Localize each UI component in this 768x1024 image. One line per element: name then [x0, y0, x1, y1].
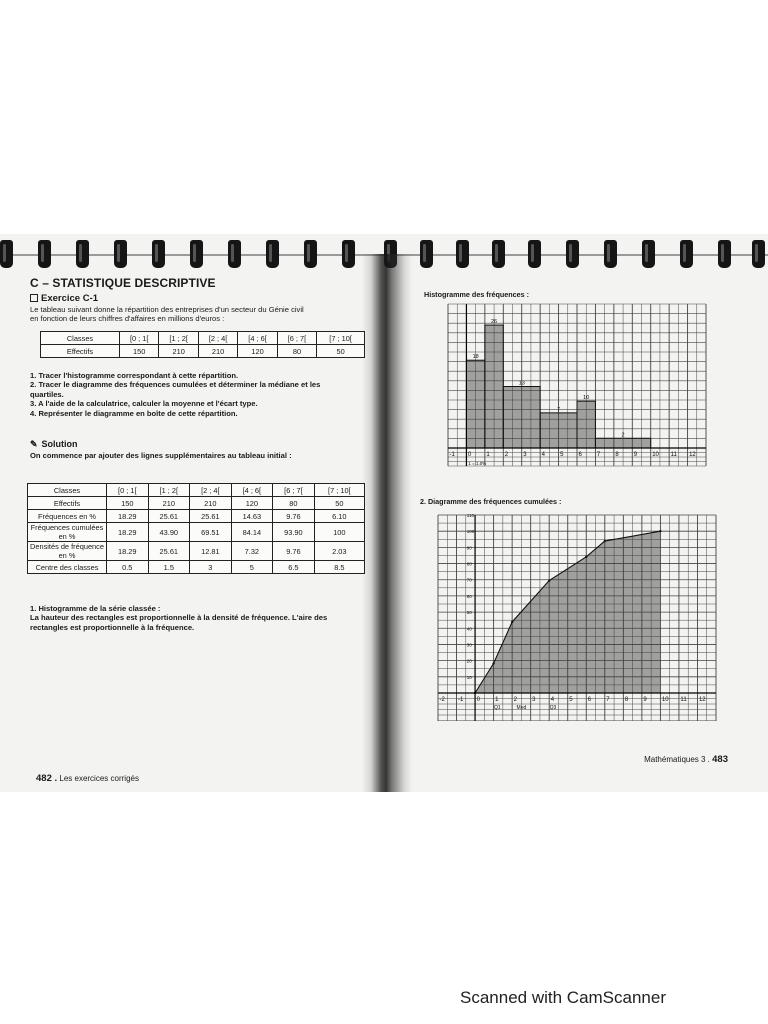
table-row	[41, 332, 365, 345]
bar-data-label: 18	[472, 354, 479, 361]
x-tick-label: 4	[541, 452, 545, 458]
footer-text: Mathématiques 3 .	[644, 755, 710, 764]
table-cell: 80	[277, 345, 316, 358]
cumulative-frequency-chart	[434, 511, 720, 727]
x-tick-label: 9	[633, 452, 638, 458]
question-item: 3. A l'aide de la calculatrice, calculer la moyenne et l'écart type.	[30, 399, 258, 409]
x-tick-label: -1	[458, 697, 464, 703]
x-tick-label: 3	[532, 697, 536, 703]
cumulative-point	[548, 579, 550, 581]
row-header-cell: Densités de fréquence en %	[28, 542, 107, 561]
table-cell: 84.14	[231, 523, 273, 542]
table-cell: 5	[231, 561, 273, 574]
right-page	[416, 284, 756, 792]
row-header-cell: Effectifs	[28, 497, 107, 510]
table-cell: [6 ; 7[	[277, 332, 316, 345]
y-tick-label: 50	[466, 610, 472, 616]
row-header-cell: Classes	[41, 332, 120, 345]
question-item: 1. Tracer l'histogramme correspondant à cette répartition.	[30, 371, 239, 380]
quartile-label: Med	[516, 705, 527, 711]
intro-line: en fonction de leurs chiffres d'affaires en millions d'euros :	[30, 314, 225, 324]
binding-ring	[190, 240, 203, 268]
histogram-bar	[485, 325, 503, 448]
x-tick-label: 7	[606, 697, 610, 703]
binding-ring	[342, 240, 355, 268]
table-cell: [1 ; 2[	[148, 484, 190, 497]
row-header-cell: Classes	[28, 484, 107, 497]
page-gutter-shadow	[362, 254, 412, 792]
bar-data-label: 10	[583, 395, 590, 402]
y-tick-label: 110	[466, 513, 474, 518]
left-footer	[36, 773, 139, 784]
y-tick-label: 60	[466, 593, 472, 599]
cumulative-point	[604, 540, 606, 542]
solution-heading	[30, 439, 78, 450]
table-cell: [0 ; 1[	[107, 484, 149, 497]
x-tick-label: 0	[467, 452, 472, 458]
x-tick-label: 10	[652, 452, 659, 458]
x-tick-label: 12	[689, 452, 696, 458]
table-cell: 50	[317, 345, 365, 358]
table-cell: 100	[314, 523, 364, 542]
answer-line: La hauteur des rectangles est proportionnelle à la densité de fréquence. L'aire des	[30, 613, 328, 623]
x-tick-label: 9	[643, 697, 647, 703]
footer-text: Les exercices corrigés	[59, 774, 139, 783]
exercise-intro	[30, 305, 304, 324]
histogram-bar	[540, 413, 577, 448]
x-tick-label: 6	[587, 697, 592, 703]
histogram-bar	[503, 387, 540, 448]
x-tick-label: -2	[439, 697, 445, 703]
checkbox-square-icon	[30, 294, 38, 302]
binding-ring	[718, 240, 731, 268]
histogram-bar	[466, 360, 484, 448]
histogram-caption: Histogramme des fréquences :	[424, 290, 530, 299]
table-cell: 43.90	[148, 523, 190, 542]
table-cell: [0 ; 1[	[120, 332, 159, 345]
binding-ring	[642, 240, 655, 268]
quartile-label: Q1	[493, 705, 501, 711]
scale-note: 1 = 1.0%	[468, 461, 487, 466]
x-tick-label: 0	[476, 697, 480, 703]
data-table-initial	[40, 331, 365, 358]
table-cell: 14.63	[231, 510, 273, 523]
binding-ring	[38, 240, 51, 268]
binding-ring	[76, 240, 89, 268]
table-row	[28, 561, 365, 574]
table-cell: 9.76	[273, 542, 315, 561]
bar-data-label: 26	[491, 319, 498, 326]
page-number: 482 .	[36, 773, 58, 784]
bar-data-label: 13	[518, 380, 525, 387]
table-cell: 210	[198, 345, 237, 358]
table-cell: [7 ; 10[	[314, 484, 364, 497]
left-page	[30, 276, 368, 791]
table-cell: 12.81	[190, 542, 232, 561]
table-cell: 25.61	[148, 510, 190, 523]
y-tick-label: 70	[466, 577, 472, 583]
table-cell: 18.29	[107, 542, 149, 561]
binding-ring	[152, 240, 165, 268]
table-row	[28, 542, 365, 561]
binding-ring	[304, 240, 317, 268]
question-item: quartiles.	[30, 389, 64, 399]
table-cell: 7.32	[231, 542, 273, 561]
table-cell: 3	[190, 561, 232, 574]
table-row	[28, 497, 365, 510]
table-cell: 69.51	[190, 523, 232, 542]
answer-title: 1. Histogramme de la série classée :	[30, 604, 161, 613]
exercise-title-text: Exercice C-1	[41, 293, 99, 304]
question-item: 2. Tracer le diagramme des fréquences cumulées et déterminer la médiane et les	[30, 380, 321, 390]
binding-ring	[0, 240, 13, 268]
x-tick-label: 5	[560, 452, 564, 458]
binding-ring	[228, 240, 241, 268]
binding-ring	[492, 240, 505, 268]
x-tick-label: -1	[449, 452, 455, 458]
table-row	[28, 510, 365, 523]
row-header-cell: Centre des classes	[28, 561, 107, 574]
solution-intro: On commence par ajouter des lignes supplémentaires au tableau initial :	[30, 451, 292, 460]
table-cell: 210	[148, 497, 190, 510]
binding-ring	[680, 240, 693, 268]
x-tick-label: 1	[495, 697, 499, 703]
table-cell: 6.10	[314, 510, 364, 523]
y-tick-label: 80	[466, 561, 472, 567]
table-cell: 150	[120, 345, 159, 358]
table-cell: 93.90	[273, 523, 315, 542]
x-tick-label: 4	[550, 697, 555, 703]
x-tick-label: 3	[523, 452, 527, 458]
x-tick-label: 5	[569, 697, 573, 703]
table-cell: [4 ; 6[	[238, 332, 277, 345]
data-table-extended	[27, 483, 365, 574]
row-header-cell: Fréquences cumulées en %	[28, 523, 107, 542]
table-cell: [2 ; 4[	[198, 332, 237, 345]
cumulative-caption: 2. Diagramme des fréquences cumulées :	[420, 497, 562, 506]
table-cell: [7 ; 10[	[317, 332, 365, 345]
quartile-label: Q3	[549, 705, 557, 711]
table-row	[41, 345, 365, 358]
histogram-chart	[444, 300, 710, 482]
questions-list	[30, 371, 320, 418]
y-tick-label: 10	[466, 674, 472, 680]
table-cell: 25.61	[148, 542, 190, 561]
exercise-title	[30, 293, 98, 304]
table-row	[28, 484, 365, 497]
table-cell: [2 ; 4[	[190, 484, 232, 497]
table-cell: 2.03	[314, 542, 364, 561]
table-row	[28, 523, 365, 542]
x-tick-label: 2	[513, 697, 517, 703]
table-cell: 150	[107, 497, 149, 510]
table-cell: 120	[238, 345, 277, 358]
table-cell: 25.61	[190, 510, 232, 523]
table-cell: 120	[231, 497, 273, 510]
answer-block	[30, 604, 327, 632]
page-number: 483	[712, 754, 728, 765]
binding-ring	[114, 240, 127, 268]
table-cell: 18.29	[107, 510, 149, 523]
scanned-notebook-spread	[0, 234, 768, 792]
y-tick-label: 30	[466, 642, 472, 648]
x-tick-label: 8	[624, 697, 629, 703]
row-header-cell: Fréquences en %	[28, 510, 107, 523]
table-cell: 9.76	[273, 510, 315, 523]
x-tick-label: 12	[698, 697, 706, 703]
histogram-bar	[577, 401, 595, 448]
table-cell: [4 ; 6[	[231, 484, 273, 497]
cumulative-point	[492, 662, 494, 664]
table-cell: 80	[273, 497, 315, 510]
x-tick-label: 11	[670, 452, 677, 458]
cumulative-point	[585, 556, 587, 558]
bar-data-label: 7	[557, 406, 561, 413]
y-tick-label: 90	[466, 545, 472, 551]
binding-ring	[752, 240, 765, 268]
cumulative-point	[659, 530, 661, 532]
solution-title: Solution	[41, 439, 78, 449]
section-title: C – STATISTIQUE DESCRIPTIVE	[30, 276, 216, 290]
binding-ring	[266, 240, 279, 268]
table-cell: 210	[159, 345, 198, 358]
x-tick-label: 7	[596, 452, 601, 458]
table-cell: 18.29	[107, 523, 149, 542]
table-cell: 6.5	[273, 561, 315, 574]
intro-line: Le tableau suivant donne la répartition des entreprises d'un secteur du Génie civil	[30, 305, 304, 314]
cumulative-point	[511, 621, 513, 623]
table-cell: [1 ; 2[	[159, 332, 198, 345]
right-footer	[644, 754, 728, 765]
y-tick-label: 40	[466, 626, 472, 632]
scanner-watermark: Scanned with CamScanner	[460, 988, 667, 1007]
table-cell: [6 ; 7[	[273, 484, 315, 497]
answer-line: rectangles est proportionnelle à la fréquence.	[30, 622, 195, 632]
y-tick-label: 100	[466, 529, 475, 535]
table-cell: 0.5	[107, 561, 149, 574]
binding-ring	[456, 240, 469, 268]
x-tick-label: 8	[615, 452, 619, 458]
x-tick-label: 10	[661, 697, 669, 703]
table-cell: 50	[314, 497, 364, 510]
binding-ring	[604, 240, 617, 268]
x-tick-label: 11	[680, 697, 687, 703]
x-tick-label: 2	[504, 452, 509, 458]
row-header-cell: Effectifs	[41, 345, 120, 358]
table-cell: 1.5	[148, 561, 190, 574]
histogram-bar	[595, 438, 650, 448]
y-tick-label: 20	[466, 658, 472, 664]
x-tick-label: 1	[486, 452, 490, 458]
table-cell: 210	[190, 497, 232, 510]
binding-ring	[420, 240, 433, 268]
binding-ring	[528, 240, 541, 268]
x-tick-label: 6	[578, 452, 582, 458]
pencil-icon: ✎	[30, 439, 38, 449]
binding-ring	[566, 240, 579, 268]
bar-data-label: 2	[621, 432, 625, 439]
table-cell: 8.5	[314, 561, 364, 574]
question-item: 4. Représenter le diagramme en boîte de cette répartition.	[30, 408, 238, 418]
